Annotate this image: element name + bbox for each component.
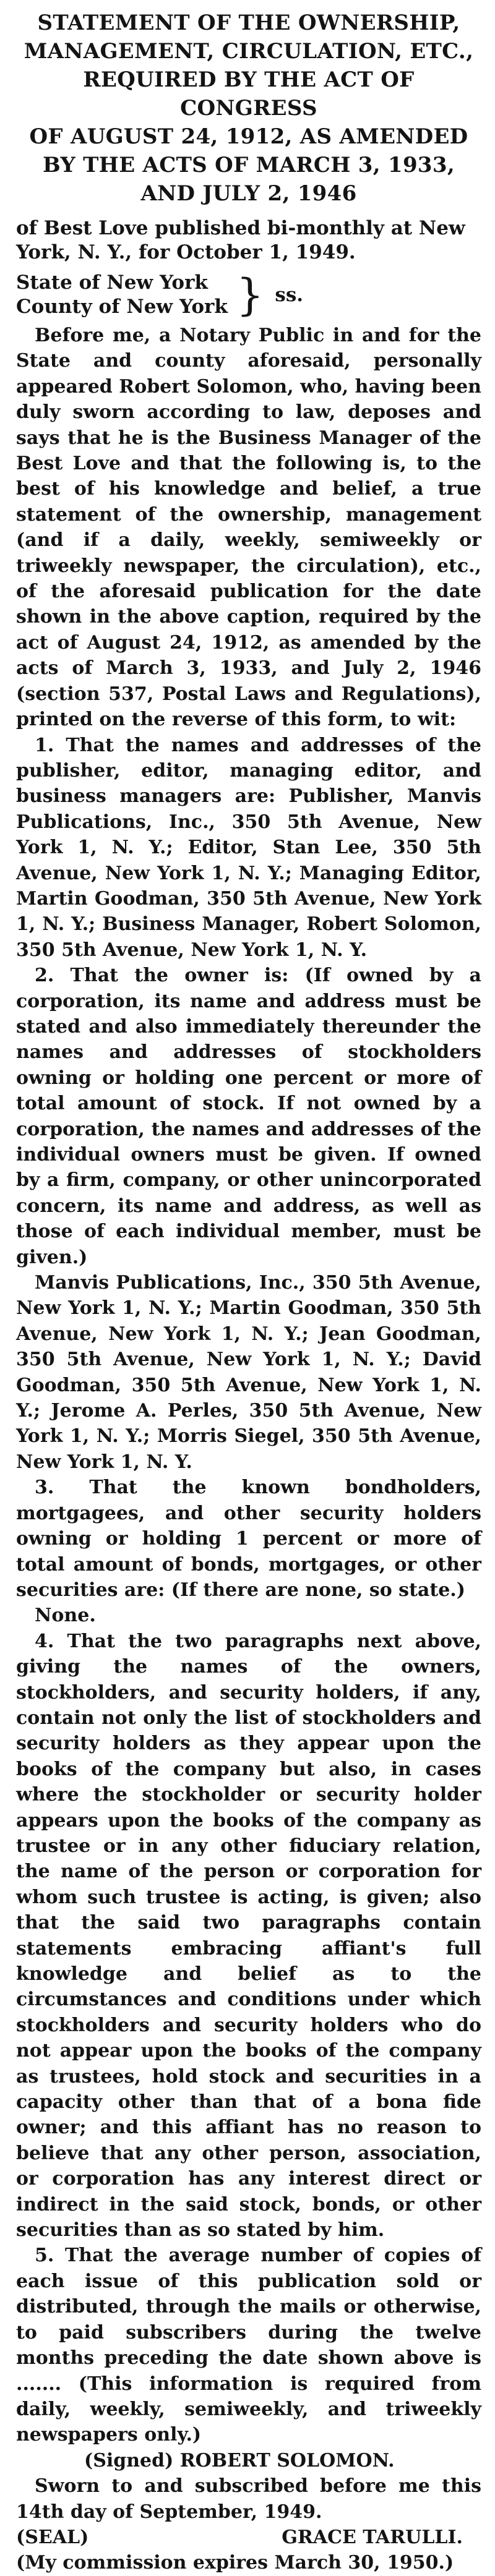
title-line: MANAGEMENT, CIRCULATION, ETC., <box>24 39 474 64</box>
title-line: AND JULY 2, 1946 <box>140 181 357 206</box>
statement-title <box>16 9 481 208</box>
title-line: OF AUGUST 24, 1912, AS AMENDED <box>29 124 468 149</box>
paragraph-item-4: 4. That the two paragraphs next above, giving the names of the owners, stockholders, and security holders, if any, contain not only the list of stockholders and security holders as they appear upon the books of the company but also, in cases where the stockholder or security holder appears upon the books of the company as trustee or in any other fiduciary relation, the name of the person or corporation for whom such trustee is acting, is given; also that the said two paragraphs contain statements embracing affiant's full knowledge and belief as to the circumstances and conditions under which stockholders and security holders who do not appear upon the books of the company as trustees, hold stock and securities in a capacity other than that of a bona fide owner; and this affiant has no reason to believe that any other person, association, or corporation has any interest direct or indirect in the said stock, bonds, or other securities than as so stated by him. <box>16 1630 481 2241</box>
paragraph-none: None. <box>35 1605 96 1627</box>
title-line: REQUIRED BY THE ACT OF CONGRESS <box>83 67 415 121</box>
paragraph-item-1: 1. That the names and addresses of the publisher, editor, managing editor, and business managers are: Publisher, Manvis Publications, Inc., 350 5th Avenue, New York 1, N. Y.; Editor, Stan Lee, 350 5th Avenue, New York 1, N. Y.; Managing Editor, Martin Goodman, 350 5th Avenue, New York 1, N. Y.; Business Manager, Robert Solomon, 350 5th Avenue, New York 1, N. Y. <box>16 734 481 961</box>
notary-name: GRACE TARULLI. <box>282 2526 463 2548</box>
paragraph-owners-list: Manvis Publications, Inc., 350 5th Avenue, New York 1, N. Y.; Martin Goodman, 350 5th Avenue, New York 1, N. Y.; Jean Goodman, 350 5th Avenue, New York 1, N. Y.; David Goodman, 350 5th Avenue, New York 1, N. Y.; Jerome A. Perles, 350 5th Avenue, New York 1, N. Y.; Morris Siegel, 350 5th Avenue, New York 1, N. Y. <box>16 1272 481 1473</box>
sworn-line: Sworn to and subscribed before me this 14th day of September, 1949. <box>16 2475 481 2523</box>
title-line: BY THE ACTS OF MARCH 3, 1933, <box>43 153 455 177</box>
title-line: STATEMENT OF THE OWNERSHIP, <box>37 11 460 35</box>
notice-column <box>16 9 481 2574</box>
venue-ss: ss. <box>275 283 304 306</box>
venue-state: State of New York <box>16 271 208 294</box>
seal-row <box>16 2525 481 2550</box>
venue-block <box>16 271 481 319</box>
paragraph-intro: Before me, a Notary Public in and for the State and county aforesaid, personally appeared Robert Solomon, who, having been duly sworn according to law, deposes and says that he is the Business Manager of the Best Love and that the following is, to the best of his knowledge and belief, a true statement of the ownership, management (and if a daily, weekly, semiweekly or triweekly newspaper, the circulation), etc., of the aforesaid publication for the date shown in the above caption, required by the act of August 24, 1912, as amended by the acts of March 3, 1933, and July 2, 1946 (section 537, Postal Laws and Regulations), printed on the reverse of this form, to wit: <box>16 325 481 731</box>
brace-glyph: } <box>236 270 264 320</box>
paragraph-item-5: 5. That the average number of copies of each issue of this publication sold or distributed, through the mails or otherwise, to paid subscribers during the twelve months preceding the date shown above is ....... (This information is required from daily, weekly, semiweekly, and triweekly newspapers only.) <box>16 2245 481 2446</box>
publication-line: of Best Love published bi-monthly at New York, N. Y., for October 1, 1949. <box>16 217 465 263</box>
commission-line: (My commission expires March 30, 1950.) <box>16 2552 454 2574</box>
venue-county: County of New York <box>16 296 228 318</box>
paragraph-item-3: 3. That the known bondholders, mortgagees, and other security holders owning or holding 1 percent or more of total amount of bonds, mortgages, or other securities are: (If there are none, so state.) <box>16 1477 481 1601</box>
venue-lines <box>16 271 228 319</box>
paragraph-item-2: 2. That the owner is: (If owned by a corporation, its name and address must be stated and also immediately thereunder the names and addresses of stockholders owning or holding one percent or more of total amount of stock. If not owned by a corporation, the names and addresses of the individual owners must be given. If owned by a firm, company, or other unincorporated concern, its name and address, as well as those of each individual member, must be given.) <box>16 965 481 1268</box>
signature-line: (Signed) ROBERT SOLOMON. <box>84 2449 395 2472</box>
seal-label: (SEAL) <box>16 2526 89 2548</box>
